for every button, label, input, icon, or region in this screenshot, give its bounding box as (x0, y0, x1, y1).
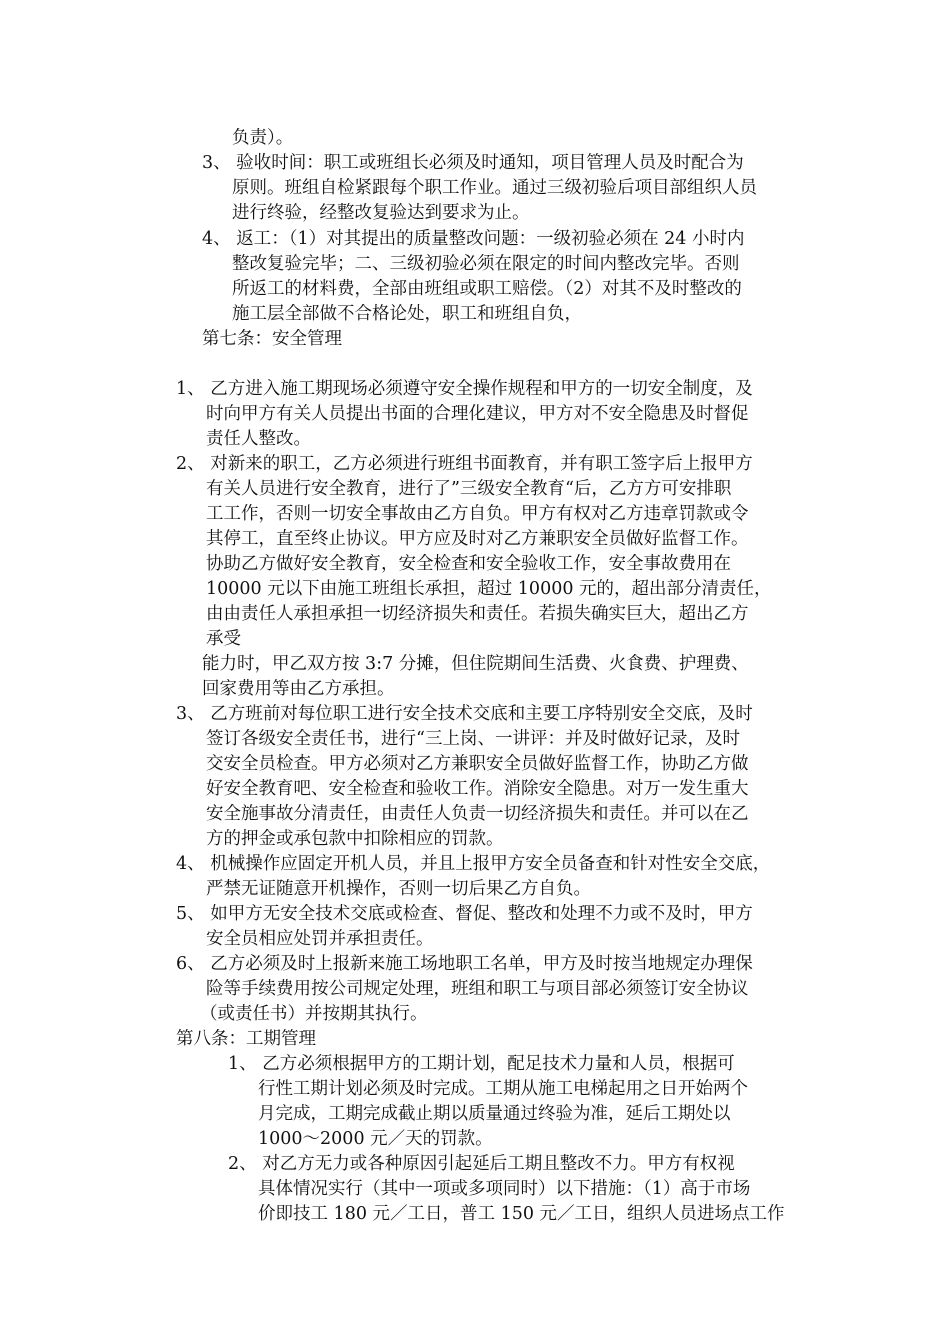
text-line: 1000～2000 元／天的罚款。 (258, 1129, 493, 1149)
text-line: 能力时，甲乙双方按 3:7 分摊，但住院期间生活费、火食费、护理费、 (202, 654, 749, 674)
text-line: 严禁无证随意开机操作，否则一切后果乙方自负。 (206, 879, 591, 899)
text-line: 负责）。 (232, 128, 294, 148)
text-line: 其停工，直至终止协议。甲方应及时对乙方兼职安全员做好监督工作。 (206, 529, 749, 549)
text-line: 有关人员进行安全教育，进行了”三级安全教育“后，乙方方可安排职 (206, 479, 732, 499)
text-line: （或责任书）并按期其执行。 (200, 1004, 428, 1024)
text-line: 承受 (206, 629, 241, 649)
text-line: 方的押金或承包款中扣除相应的罚款。 (206, 829, 504, 849)
text-line: 行性工期计划必须及时完成。工期从施工电梯起用之日开始两个 (258, 1079, 748, 1099)
text-line: 责任人整改。 (206, 429, 311, 449)
text-line: 交安全员检查。甲方必须对乙方兼职安全员做好监督工作，协助乙方做 (206, 754, 749, 774)
text-line: 险等手续费用按公司规定处理，班组和职工与项目部必须签订安全协议 (206, 979, 749, 999)
text-line: 安全施事故分清责任，由责任人负责一切经济损失和责任。并可以在乙 (206, 804, 749, 824)
list-item-1: 1、 乙方必须根据甲方的工期计划，配足技术力量和人员，根据可 (228, 1054, 735, 1074)
text-line: 具体情况实行（其中一项或多项同时）以下措施：（1）高于市场 (258, 1179, 751, 1199)
list-item-4: 4、 机械操作应固定开机人员，并且上报甲方安全员备查和针对性安全交底， (176, 854, 771, 874)
text-line: 安全员相应处罚并承担责任。 (206, 929, 434, 949)
text-line: 月完成，工期完成截止期以质量通过终验为准，延后工期处以 (258, 1104, 731, 1124)
list-item-2: 2、 对乙方无力或各种原因引起延后工期且整改不力。甲方有权视 (228, 1154, 735, 1174)
text-line: 施工层全部做不合格论处，职工和班组自负， (232, 304, 582, 324)
text-line: 由由责任人承担承担一切经济损失和责任。若损失确实巨大，超出乙方 (206, 604, 749, 624)
list-item-5: 5、 如甲方无安全技术交底或检查、督促、整改和处理不力或不及时，甲方 (176, 904, 753, 924)
text-line: 工工作，否则一切安全事故由乙方自负。甲方有权对乙方违章罚款或令 (206, 504, 749, 524)
text-line: 进行终验，经整改复验达到要求为止。 (232, 203, 530, 223)
text-line: 时向甲方有关人员提出书面的合理化建议，甲方对不安全隐患及时督促 (206, 404, 749, 424)
text-line: 原则。班组自检紧跟每个职工作业。通过三级初验后项目部组织人员 (232, 178, 757, 198)
text-line: 所返工的材料费，全部由班组或职工赔偿。（2）对其不及时整改的 (232, 279, 742, 299)
list-item-3: 3、 乙方班前对每位职工进行安全技术交底和主要工序特别安全交底，及时 (176, 704, 753, 724)
text-line: 10000 元以下由施工班组长承担，超过 10000 元的，超出部分清责任， (206, 579, 772, 599)
text-line: 价即技工 180 元／工日，普工 150 元／工日，组织人员进场点工作 (258, 1204, 785, 1224)
text-line: 协助乙方做好安全教育，安全检查和安全验收工作，安全事故费用在 (206, 554, 731, 574)
list-item-1: 1、 乙方进入施工期现场必须遵守安全操作规程和甲方的一切安全制度，及 (176, 379, 753, 399)
list-item-3: 3、 验收时间：职工或班组长必须及时通知，项目管理人员及时配合为 (202, 153, 744, 173)
section-heading-8: 第八条：工期管理 (176, 1029, 316, 1049)
list-item-4: 4、 返工：（1）对其提出的质量整改问题：一级初验必须在 24 小时内 (202, 229, 745, 249)
text-line: 整改复验完毕；二、三级初验必须在限定的时间内整改完毕。否则 (232, 254, 740, 274)
list-item-6: 6、 乙方必须及时上报新来施工场地职工名单，甲方及时按当地规定办理保 (176, 954, 753, 974)
text-line: 好安全教育吧、安全检查和验收工作。消除安全隐患。对万一发生重大 (206, 779, 749, 799)
list-item-2: 2、 对新来的职工，乙方必须进行班组书面教育，并有职工签字后上报甲方 (176, 454, 753, 474)
text-line: 签订各级安全责任书，进行“三上岗、一讲评：并及时做好记录，及时 (206, 729, 740, 749)
text-line: 回家费用等由乙方承担。 (202, 679, 395, 699)
section-heading-7: 第七条：安全管理 (202, 329, 342, 349)
